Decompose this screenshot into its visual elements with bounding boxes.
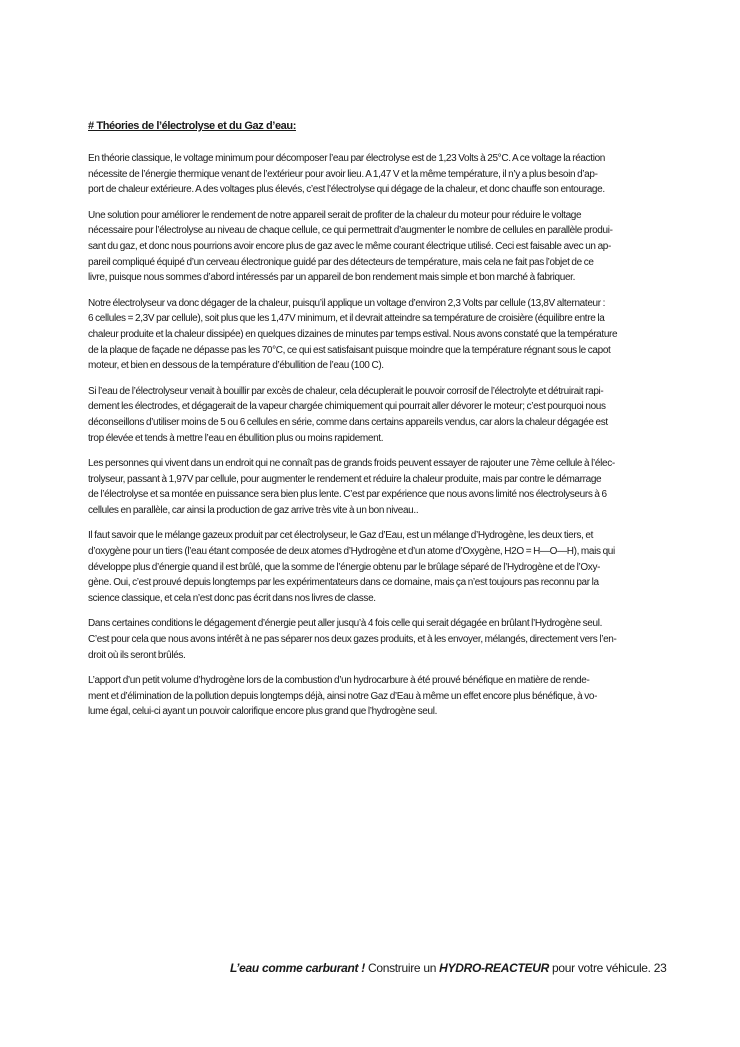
section-heading: # Théories de l’électrolyse et du Gaz d’eau: xyxy=(88,120,296,132)
paragraph-5: Les personnes qui vivent dans un endroit qui ne connaît pas de grands froids peuvent essayer de rajouter une 7ème cellule à l’élec- trolyseur, passant à 1,97V par cellule, pour augmenter le rendement et réduire la chaleur produite, mais par contre le démarrage de l’électrolyse et sa montée en puissance sera bien plus lente. C’est par expérience que nous avons limité nos électrolyseurs à 6 cellules en parallèle, car ainsi la production de gaz arrive très vite à un bon niveau.. xyxy=(88,458,615,516)
footer-product-name: HYDRO-REACTEUR xyxy=(439,961,549,975)
document-body xyxy=(88,120,660,730)
paragraph-2: Une solution pour améliorer le rendement de notre appareil serait de profiter de la chaleur du moteur pour réduire le voltage nécessaire pour l’électrolyse au niveau de chaque cellule, ce qui permettrait d’augmenter le nombre de cellules en parallèle produi- sant du gaz, et donc nous pourrions avoir encore plus de gaz avec le même courant électrique utilisé. Ceci est faisable avec un ap- pareil compliqué équipé d’un cerveau électronique guidé par des détecteurs de température, mais cela ne fait pas l’objet de ce livre, puisque nous sommes d’abord intéressés par un appareil de bon rendement mais simple et bon marché à fabriquer. xyxy=(88,209,613,284)
footer-text-2: pour votre véhicule. xyxy=(548,961,654,975)
page-footer xyxy=(230,961,670,975)
footer-book-title: L’eau comme carburant ! xyxy=(230,961,365,975)
paragraph-4: Si l’eau de l’électrolyseur venait à bouillir par excès de chaleur, cela décuplerait le pouvoir corrosif de l’électrolyte et détruirait rapi- dement les électrodes, et dégagerait de la vapeur chargée chimiquement qui pourrait aller dévorer le moteur; c’est pourquoi nous déconseillons d’utiliser moins de 5 ou 6 cellules en série, comme dans certains appareils vendus, car alors la chaleur dégagée est trop élevée et tends à mettre l’eau en ébullition plus ou moins rapidement. xyxy=(88,385,608,444)
paragraph-3: Notre électrolyseur va donc dégager de la chaleur, puisqu’il applique un voltage d’environ 2,3 Volts par cellule (13,8V alternateur : 6 cellules = 2,3V par cellule), soit plus que les 1,47V minimum, et il devrait atteindre sa température de croisière (équilibre entre la chaleur produite et la chaleur dissipée) en quelques dizaines de minutes par temps estival. Nous avons constaté que la température de la plaque de façade ne dépasse pas les 70°C, ce qui est satisfaisant puisque moindre que la température régnant sous le capot moteur, et bien en dessous de la température d’ébullition de l’eau (100 C). xyxy=(88,297,618,372)
paragraph-7: Dans certaines conditions le dégagement d’énergie peut aller jusqu’à 4 fois celle qui serait dégagée en brûlant l’Hydrogène seul. C’est pour cela que nous avons intérêt à ne pas séparer nos deux gazes produits, et à les envoyer, mélangés, directement vers l’en- droit où ils seront brûlés. xyxy=(88,618,617,661)
paragraph-1: En théorie classique, le voltage minimum pour décomposer l’eau par électrolyse est de 1,23 Volts à 25°C. A ce voltage la réaction nécessite de l’énergie thermique venant de l’extérieur pour avoir lieu. A 1,47 V et la même température, il n’y a plus besoin d’ap- port de chaleur extérieure. A des voltages plus élevés, c’est l’électrolyse qui dégage de la chaleur, et donc chauffe son entourage. xyxy=(88,153,606,196)
page-number: 23 xyxy=(653,961,667,975)
paragraph-6: Il faut savoir que le mélange gazeux produit par cet électrolyseur, le Gaz d’Eau, est un mélange d’Hydrogène, les deux tiers, et d’oxygène pour un tiers (l’eau étant composée de deux atomes d’Hydrogène et d’un atome d’Oxygène, H2O = H—O—H), mais qui développe plus d’énergie quand il est brûlé, que la somme de l’énergie obtenu par le brûlage séparé de l’Hydrogène et de l’Oxy- gène. Oui, c’est prouvé depuis longtemps par les expérimentateurs dans ce domaine, mais ça n’est toujours pas reconnu par la science classique, et cela n’est donc pas écrit dans nos livres de classe. xyxy=(88,530,615,604)
footer-text-1: Construire un xyxy=(364,961,440,975)
paragraph-8: L’apport d’un petit volume d’hydrogène lors de la combustion d’un hydrocarbure à été prouvé bénéfique en matière de rende- ment et d’élimination de la pollution depuis longtemps déjà, ainsi notre Gaz d’Eau à même un effet encore plus bénéfique, à vo- lume égal, celui-ci ayant un pouvoir calorifique encore plus grand que l’hydrogène seul. xyxy=(88,675,598,718)
